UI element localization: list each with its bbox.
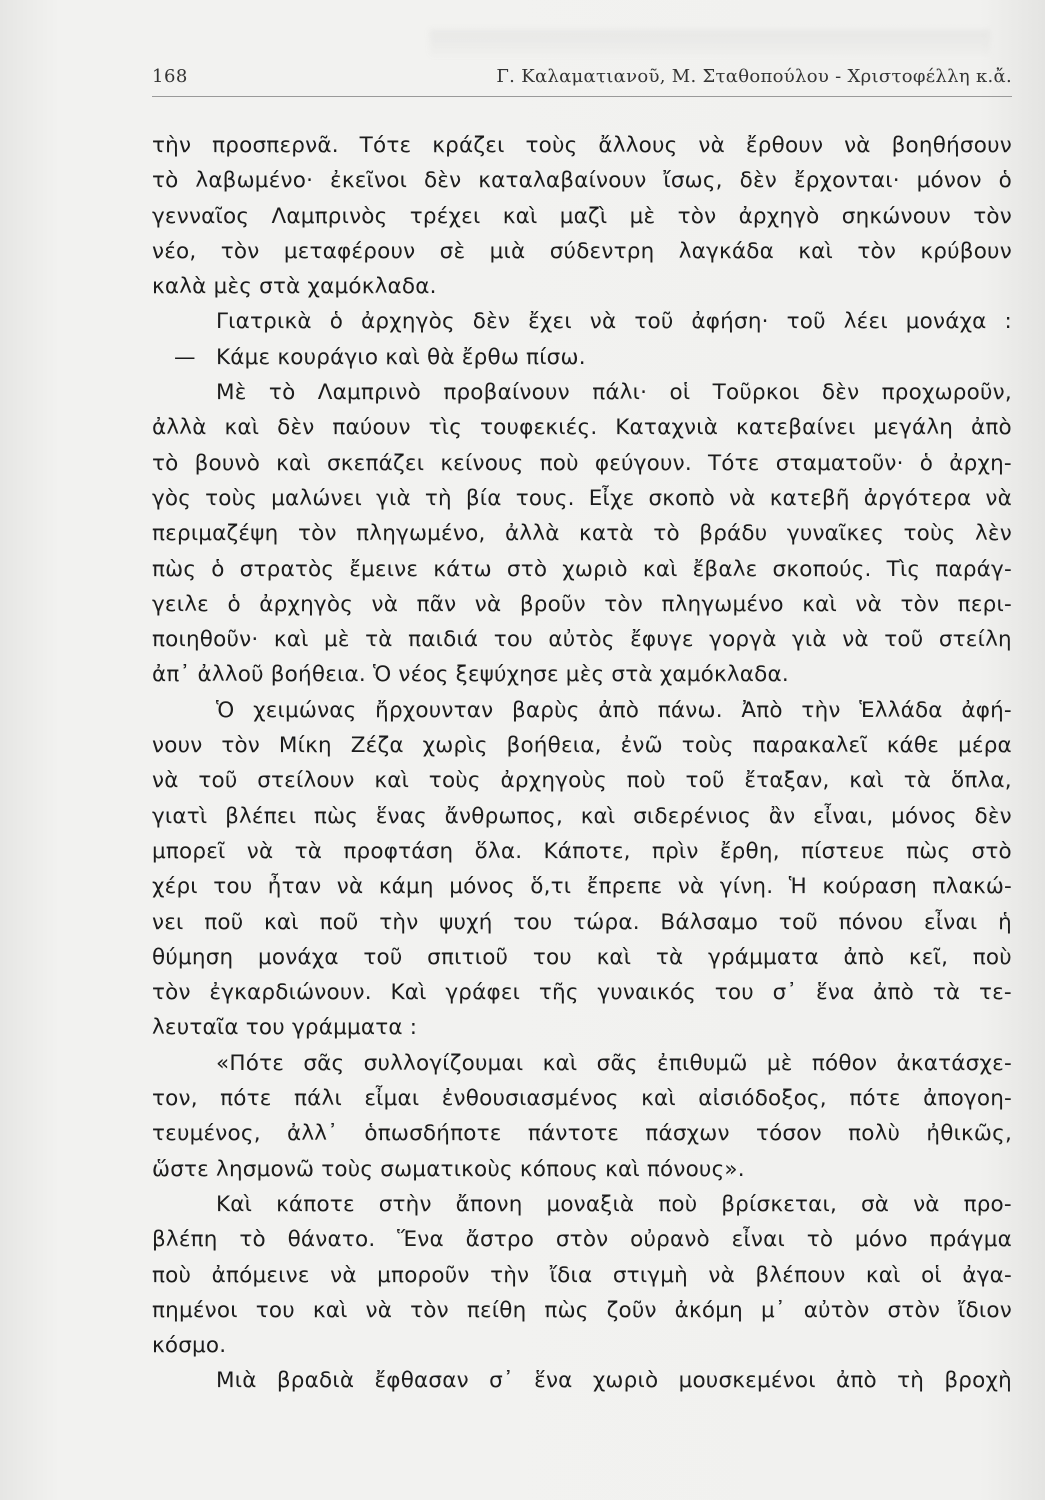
text-line: τον, πότε πάλι εἶμαι ἐνθουσιασμένος καὶ αἰσιόδοξος, πότε ἀπογοη- <box>152 1086 1012 1112</box>
text-line: γενναῖος Λαμπρινὸς τρέχει καὶ μαζὶ μὲ τὸν ἀρχηγὸ σηκώνουν τὸν <box>152 203 1012 229</box>
text-line: νέο, τὸν μεταφέρουν σὲ μιὰ σύδεντρη λαγκάδα καὶ τὸν κρύβουν <box>152 238 1012 264</box>
text-line: τὴν προσπερνᾶ. Τότε κράζει τοὺς ἄλλους νὰ ἔρθουν νὰ βοηθήσουν <box>152 133 1012 158</box>
text-line: τευμένος, ἀλλ᾽ ὁπωσδήποτε πάντοτε πάσχων τόσον πολὺ ἠθικῶς, <box>152 1121 1012 1147</box>
text-line <box>152 340 1012 375</box>
text-line: τὸ βουνὸ καὶ σκεπάζει κείνους ποὺ φεύγουν. Τότε σταματοῦν· ὁ ἀρχη- <box>152 450 1012 476</box>
text-line: καλὰ μὲς στὰ χαμόκλαδα. <box>152 274 437 300</box>
text-line: ἀλλὰ καὶ δὲν παύουν τὶς τουφεκιές. Καταχνιὰ κατεβαίνει μεγάλη ἀπὸ <box>152 415 1012 441</box>
page-number: 168 <box>152 66 188 87</box>
text-line: νει ποῦ καὶ ποῦ τὴν ψυχή του τώρα. Βάλσαμο τοῦ πόνου εἶναι ἡ <box>152 909 1012 935</box>
text-line: πὼς ὁ στρατὸς ἔμεινε κάτω στὸ χωριὸ καὶ ἔβαλε σκοπούς. Τὶς παράγ- <box>152 556 1012 582</box>
dialogue-text: Κάμε κουράγιο καὶ θὰ ἔρθω πίσω. <box>216 344 586 370</box>
page-header <box>152 66 1012 96</box>
text-line: τὸ λαβωμένο· ἐκεῖνοι δὲν καταλαβαίνουν ἴσως, δὲν ἔρχονται· μόνον ὁ <box>152 168 1012 194</box>
text-line: Μιὰ βραδιὰ ἔφθασαν σ᾽ ἕνα χωριὸ μουσκεμένοι ἀπὸ τὴ βροχὴ <box>216 1368 1012 1394</box>
text-line: νουν τὸν Μίκη Ζέζα χωρὶς βοήθεια, ἐνῶ τοὺς παρακαλεῖ κάθε μέρα <box>152 733 1012 759</box>
text-line: ἀπ᾽ ἀλλοῦ βοήθεια. Ὁ νέος ξεψύχησε μὲς στὰ χαμόκλαδα. <box>152 662 789 688</box>
text-line: λευταῖα του γράμματα : <box>152 1015 418 1041</box>
text-line: τὸν ἐγκαρδιώνουν. Καὶ γράφει τῆς γυναικός του σ᾽ ἕνα ἀπὸ τὰ τε- <box>152 980 1012 1006</box>
header-rule <box>152 96 1012 97</box>
text-line: νὰ τοῦ στείλουν καὶ τοὺς ἀρχηγοὺς ποὺ τοῦ ἔταξαν, καὶ τὰ ὅπλα, <box>152 768 1012 794</box>
text-line: γειλε ὁ ἀρχηγὸς νὰ πᾶν νὰ βροῦν τὸν πληγωμένο καὶ νὰ τὸν περι- <box>152 591 1012 617</box>
text-line: πημένοι του καὶ νὰ τὸν πείθη πὼς ζοῦν ἀκόμη μ᾽ αὐτὸν στὸν ἴδιον <box>152 1297 1012 1323</box>
text-line: Καὶ κάποτε στὴν ἄπονη μοναξιὰ ποὺ βρίσκεται, σὰ νὰ προ- <box>216 1191 1012 1217</box>
text-line: θύμηση μονάχα τοῦ σπιτιοῦ του καὶ τὰ γράμματα ἀπὸ κεῖ, ποὺ <box>152 944 1012 970</box>
text-line: περιμαζέψη τὸν πληγωμένο, ἀλλὰ κατὰ τὸ βράδυ γυναῖκες τοὺς λὲν <box>152 521 1012 547</box>
running-head: Γ. Καλαματιανοῦ, Μ. Σταθοπούλου - Χριστοφέλλη κ.ἄ. <box>496 66 1012 87</box>
text-line: γιατὶ βλέπει πὼς ἕνας ἄνθρωπος, καὶ σιδερένιος ἂν εἶναι, μόνος δὲν <box>152 803 1012 829</box>
text-line: βλέπη τὸ θάνατο. Ἕνα ἄστρο στὸν οὐρανὸ εἶναι τὸ μόνο πράγμα <box>152 1227 1012 1253</box>
text-line: κόσμο. <box>152 1333 227 1359</box>
text-line: Γιατρικὰ ὁ ἀρχηγὸς δὲν ἔχει νὰ τοῦ ἀφήση· τοῦ λέει μονάχα : <box>216 309 1012 335</box>
text-line: γὸς τοὺς μαλώνει γιὰ τὴ βία τους. Εἶχε σκοπὸ νὰ κατεβῆ ἀργότερα νὰ <box>152 485 1012 511</box>
text-line: ὥστε λησμονῶ τοὺς σωματικοὺς κόπους καὶ πόνους». <box>152 1156 745 1182</box>
dialogue-dash: — <box>174 344 196 370</box>
text-line: Μὲ τὸ Λαμπρινὸ προβαίνουν πάλι· οἱ Τοῦρκοι δὲν προχωροῦν, <box>216 380 1012 406</box>
text-line: «Πότε σᾶς συλλογίζουμαι καὶ σᾶς ἐπιθυμῶ μὲ πόθον ἀκατάσχε- <box>216 1050 1012 1076</box>
text-line: ποὺ ἀπόμεινε νὰ μποροῦν τὴν ἴδια στιγμὴ νὰ βλέπουν καὶ οἱ ἀγα- <box>152 1262 1012 1288</box>
text-line: χέρι του ἦταν νὰ κάμη μόνος ὅ,τι ἔπρεπε νὰ γίνη. Ἡ κούραση πλακώ- <box>152 874 1012 900</box>
bleed-through-shadow <box>430 30 990 56</box>
text-line: Ὁ χειμώνας ἤρχουνταν βαρὺς ἀπὸ πάνω. Ἀπὸ τὴν Ἑλλάδα ἀφή- <box>216 697 1012 723</box>
body-text <box>152 128 1012 1399</box>
text-line: ποιηθοῦν· καὶ μὲ τὰ παιδιά του αὐτὸς ἔφυγε γοργὰ γιὰ νὰ τοῦ στείλη <box>152 627 1012 653</box>
text-line: μπορεῖ νὰ τὰ προφτάση ὅλα. Κάποτε, πρὶν ἔρθη, πίστευε πὼς στὸ <box>152 838 1012 864</box>
